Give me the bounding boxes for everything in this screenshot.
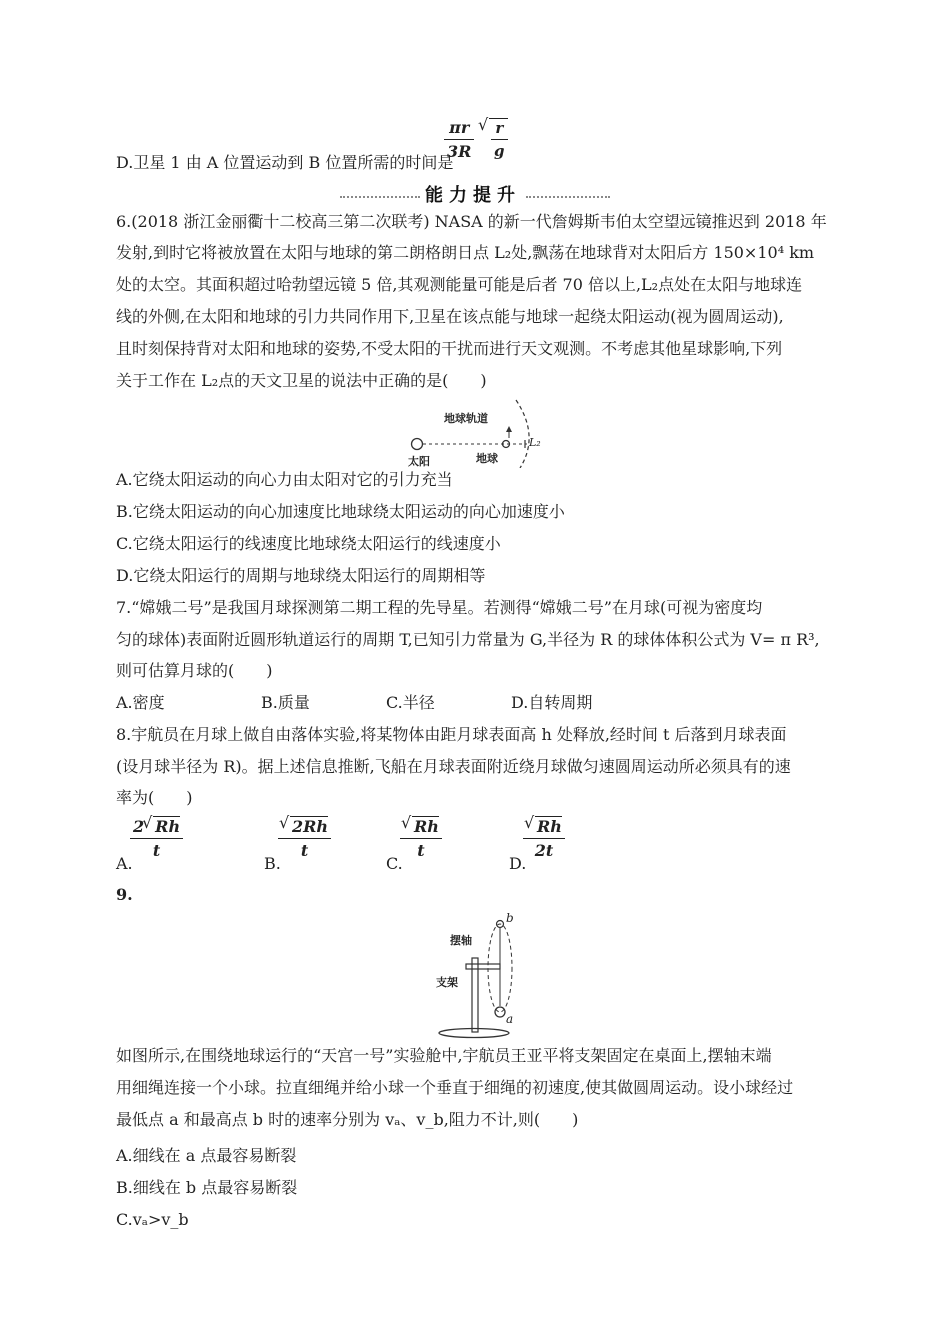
- q8-option-a-formula: [130, 816, 183, 860]
- q8-option-d-label: D.: [509, 854, 527, 873]
- axle-label: 摆轴: [450, 934, 472, 947]
- q7-line-1: 7.“嫦娥二号”是我国月球探测第二期工程的先导星。若测得“嫦娥二号”在月球(可视为密度均: [116, 598, 763, 617]
- q8-option-d: [509, 814, 609, 874]
- q8-option-c-formula: [400, 816, 442, 860]
- q6-line-6: 关于工作在 L₂点的天文卫星的说法中正确的是( ): [116, 371, 487, 390]
- q8-option-c: [386, 814, 486, 874]
- sun-circle: [412, 439, 423, 450]
- q6-line-4: 线的外侧,在太阳和地球的引力共同作用下,卫星在该点能与地球一起绕太阳运动(视为圆周运动),: [116, 307, 784, 326]
- q8-line-2: (设月球半径为 R)。据上述信息推断,飞船在月球表面附近绕月球做匀速圆周运动所必须具有的速: [116, 757, 791, 776]
- l2-label: L₂: [529, 436, 541, 449]
- q6-option-c: C.它绕太阳运行的线速度比地球绕太阳运行的线速度小: [116, 534, 501, 553]
- q9-option-b: B.细线在 b 点最容易断裂: [116, 1178, 298, 1197]
- ball-a: [495, 1007, 505, 1017]
- formula-root-numerator: √ r: [491, 119, 508, 140]
- q7-option-d: D.自转周期: [511, 693, 593, 712]
- point-b-label: b: [506, 911, 514, 925]
- sun-label: 太阳: [408, 455, 430, 468]
- q9-figure: [436, 908, 546, 1040]
- q7-line-2: 匀的球体)表面附近圆形轨道运行的周期 T,已知引力常量为 G,半径为 R 的球体体积公式为 V= π R³,: [116, 630, 820, 649]
- q6-line-3: 处的太空。其面积超过哈勃望远镜 5 倍,其观测能量可能是后者 70 倍以上,L₂点处在太阳与地球连: [116, 275, 803, 294]
- q5-option-d-formula: [444, 118, 508, 161]
- point-a-label: a: [506, 1012, 514, 1026]
- formula-fraction: [444, 118, 474, 161]
- q5-option-d-text: D.卫星 1 由 A 位置运动到 B 位置所需的时间是: [116, 153, 454, 172]
- q9-option-c: C.vₐ>v_b: [116, 1210, 189, 1229]
- q6-figure: [400, 396, 560, 468]
- q7-option-a: A.密度: [116, 693, 165, 712]
- orbit-label: 地球轨道: [444, 412, 488, 425]
- q7-options: [116, 693, 716, 713]
- q6-option-b: B.它绕太阳运动的向心加速度比地球绕太阳运动的向心加速度小: [116, 502, 565, 521]
- q7-option-b: B.质量: [261, 693, 310, 712]
- q9-line-1: 如图所示,在围绕地球运行的“天宫一号”实验舱中,宇航员王亚平将支架固定在桌面上,摆轴末端: [116, 1046, 772, 1065]
- section-rule-left: [340, 196, 420, 198]
- stand-label: 支架: [436, 976, 458, 989]
- q8-option-d-den: 2t: [534, 841, 554, 860]
- q6-line-2: 发射,到时它将被放置在太阳与地球的第二朗格朗日点 L₂处,飘荡在地球背对太阳后方 150×10⁴ km: [116, 243, 815, 262]
- q8-option-b-formula: [278, 816, 331, 860]
- formula-root: [489, 118, 508, 160]
- section-rule-right: [526, 196, 610, 198]
- q8-option-a-label: A.: [116, 854, 133, 873]
- q8-option-d-rad: √ Rh: [535, 816, 562, 836]
- q8-option-b-den: t: [300, 841, 309, 860]
- q8-option-a-den: t: [152, 841, 161, 860]
- formula-numerator: πr: [444, 118, 474, 140]
- q9-option-a: A.细线在 a 点最容易断裂: [116, 1146, 297, 1165]
- q8-option-c-rad: √ Rh: [412, 816, 439, 836]
- q8-option-c-den: t: [417, 841, 425, 860]
- q7-option-c: C.半径: [386, 693, 435, 712]
- q8-option-b-label: B.: [264, 854, 281, 873]
- q8-option-a-coef: 2: [133, 817, 145, 836]
- q8-option-a-rad: √ Rh: [153, 816, 180, 836]
- q9-line-2: 用细绳连接一个小球。拉直细绳并给小球一个垂直于细绳的初速度,使其做圆周运动。设小球经过: [116, 1078, 794, 1097]
- q6-line-5: 且时刻保持背对太阳和地球的姿势,不受太阳的干扰而进行天文观测。不考虑其他星球影响,下列: [116, 339, 783, 358]
- q8-option-c-label: C.: [386, 854, 403, 873]
- q7-line-3: 则可估算月球的( ): [116, 661, 273, 680]
- earth-label: 地球: [476, 452, 498, 465]
- q8-line-1: 8.宇航员在月球上做自由落体实验,将某物体由距月球表面高 h 处释放,经时间 t 后落到月球表面: [116, 725, 787, 744]
- q8-option-b-rad: √ 2Rh: [290, 816, 328, 836]
- q8-line-3: 率为( ): [116, 788, 193, 807]
- q8-option-d-formula: [523, 816, 565, 860]
- q6-option-d: D.它绕太阳运行的周期与地球绕太阳运行的周期相等: [116, 566, 486, 585]
- q8-option-a: [116, 814, 216, 874]
- q6-option-a: A.它绕太阳运动的向心力由太阳对它的引力充当: [116, 470, 453, 489]
- axle-bar: [466, 964, 500, 969]
- formula-denominator: 3R: [447, 142, 472, 161]
- q9-number: 9.: [116, 885, 133, 904]
- q6-line-1: 6.(2018 浙江金丽衢十二校高三第二次联考) NASA 的新一代詹姆斯韦伯太空望远镜推迟到 2018 年: [116, 212, 827, 231]
- q9-line-3: 最低点 a 和最高点 b 时的速率分别为 vₐ、v_b,阻力不计,则( ): [116, 1110, 579, 1129]
- section-title: 能力提升: [423, 183, 523, 209]
- formula-root-denominator: g: [494, 142, 505, 160]
- stand-base: [439, 1029, 509, 1038]
- q8-option-b: [264, 814, 364, 874]
